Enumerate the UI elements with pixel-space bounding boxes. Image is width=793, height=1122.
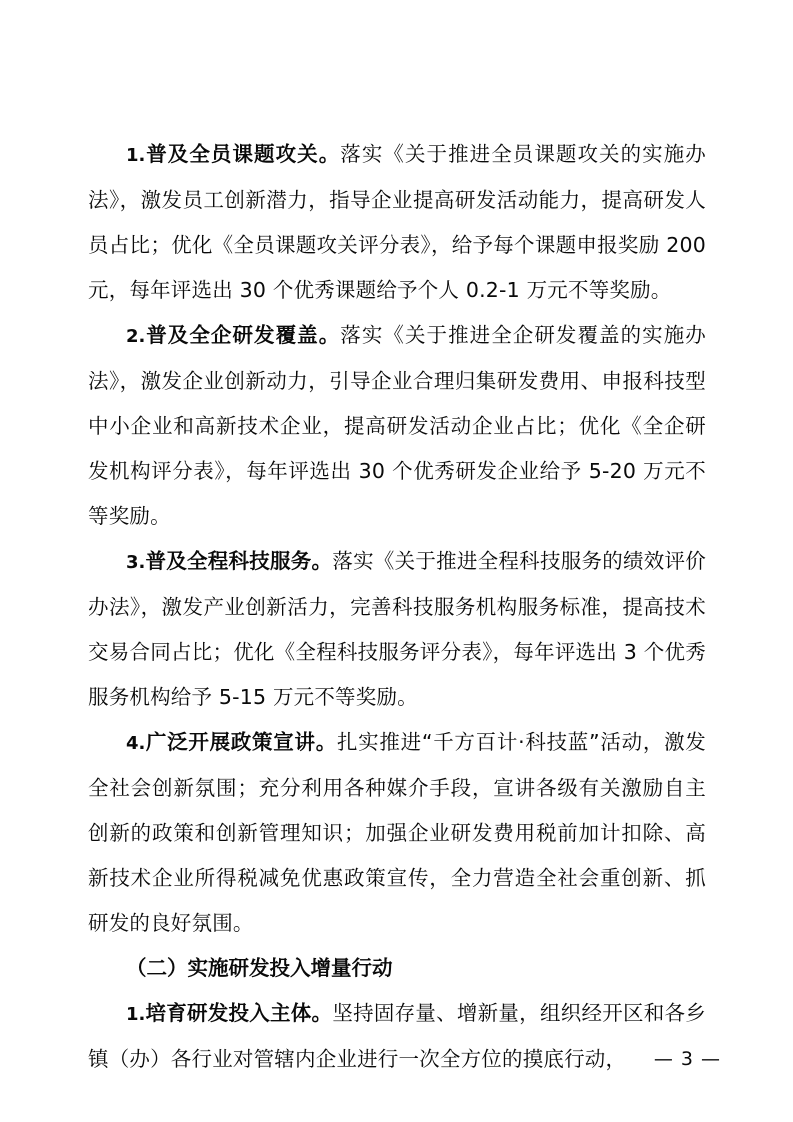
paragraph-number: 2. [126, 326, 146, 347]
page-number: — 3 — [653, 1048, 721, 1070]
paragraph-text: 落实《关于推进全企研发覆盖的实施办法》，激发企业创新动力，引导企业合理归集研发费用、申报科技型中小企业和高新技术企业，提高研发活动企业占比；优化《全企研发机构评分表》，每年评选出 30 个优秀研发企业给予 5-20 万元不等奖励。 [88, 323, 706, 528]
section-heading-text: （二）实施研发投入增量行动 [126, 956, 393, 980]
paragraph-2 [88, 313, 706, 539]
paragraph-5 [88, 991, 706, 1082]
paragraph-text: 坚持固存量、增新量，组织经开区和各乡镇（办）各行业对管辖内企业进行一次全方位的摸底行动， [88, 1001, 706, 1071]
paragraph-text: 落实《关于推进全程科技服务的绩效评价办法》，激发产业创新活力，完善科技服务机构服务标准，提高技术交易合同占比；优化《全程科技服务评分表》，每年评选出 3 个优秀服务机构给予 5-15 万元不等奖励。 [88, 549, 706, 709]
paragraph-number: 1. [126, 145, 146, 166]
paragraph-text: 落实《关于推进全员课题攻关的实施办法》，激发员工创新潜力，指导企业提高研发活动能力，提高研发人员占比；优化《全员课题攻关评分表》，给予每个课题申报奖励 200 元，每年评选出 30 个优秀课题给予个人 0.2-1 万元不等奖励。 [88, 142, 706, 302]
paragraph-lead: 培育研发投入主体。 [145, 1001, 333, 1025]
paragraph-4 [88, 720, 706, 946]
paragraph-1 [88, 132, 706, 313]
document-body [88, 132, 706, 1082]
paragraph-lead: 普及全企研发覆盖。 [145, 323, 341, 347]
paragraph-lead: 广泛开展政策宣讲。 [145, 730, 337, 754]
paragraph-number: 4. [126, 733, 146, 754]
paragraph-number: 1. [126, 1004, 146, 1025]
paragraph-number: 3. [126, 552, 146, 573]
paragraph-3 [88, 539, 706, 720]
paragraph-lead: 普及全程科技服务。 [145, 549, 333, 573]
paragraph-lead: 普及全员课题攻关。 [145, 142, 341, 166]
paragraph-text: 扎实推进“千方百计·科技蓝”活动，激发全社会创新氛围；充分利用各种媒介手段，宣讲各级有关激励自主创新的政策和创新管理知识；加强企业研发费用税前加计扣除、高新技术企业所得税减免优惠政策宣传，全力营造全社会重创新、抓研发的良好氛围。 [88, 730, 706, 935]
section-heading [88, 946, 706, 991]
